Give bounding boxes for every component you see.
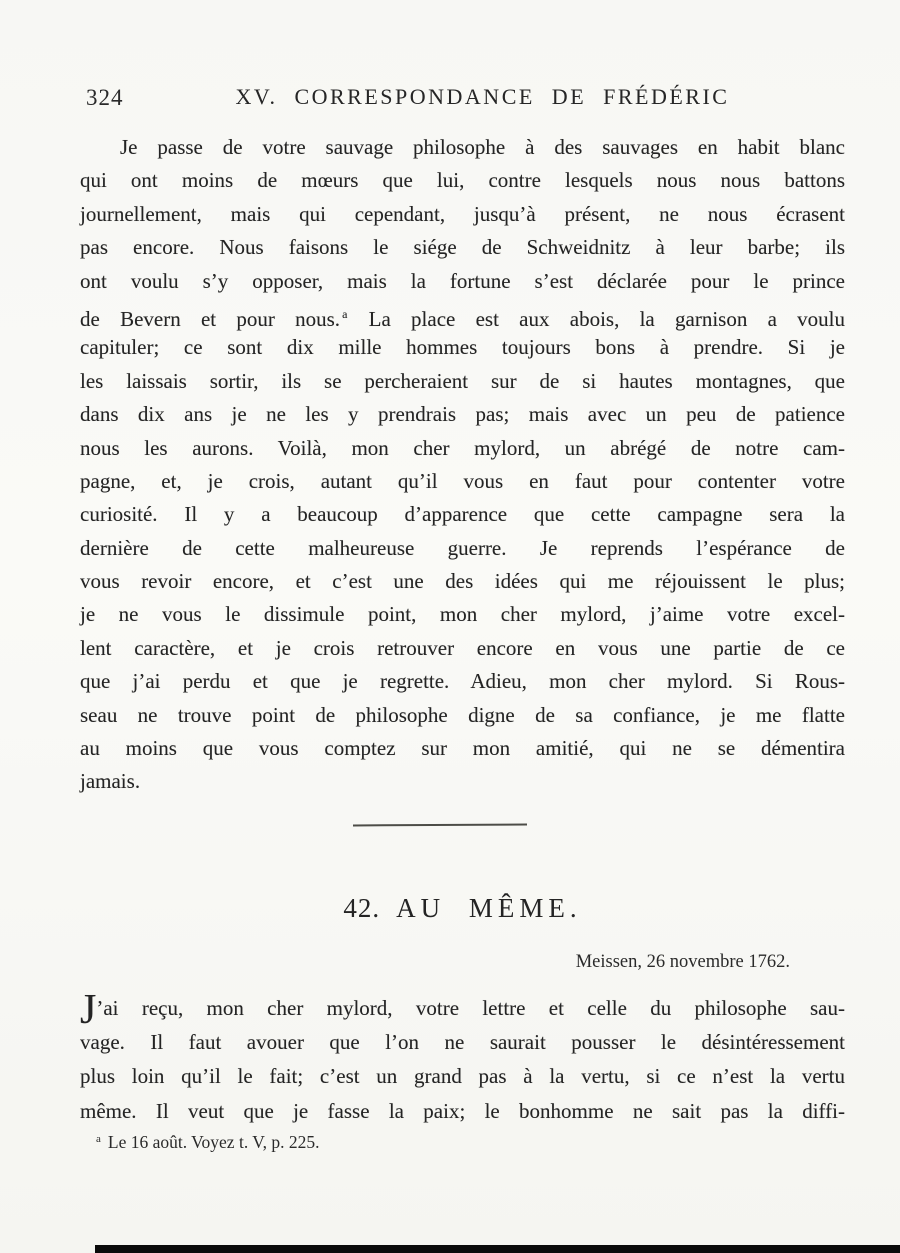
- text-line: seau ne trouve point de philosophe digne de sa confiance, je me flatte: [80, 702, 845, 727]
- drop-cap-initial: J: [80, 987, 97, 1033]
- text-line: lent caractère, et je crois retrouver encore en vous une partie de ce: [80, 635, 845, 660]
- text-line: nous les aurons. Voilà, mon cher mylord, un abrégé de notre cam-: [80, 435, 845, 460]
- letter-number: 42.: [343, 893, 381, 923]
- text-line: de Bevern et pour nous. $^a$ La place est aux abois, la garnison a voulu: [80, 306, 845, 331]
- section-divider-rule: [353, 824, 527, 827]
- text-line: pas encore. Nous faisons le siége de Schweidnitz à leur barbe; ils: [80, 235, 845, 260]
- text-line: vous revoir encore, et c’est une des idées qui me réjouissent le plus;: [80, 569, 845, 594]
- text-line: je ne vous le dissimule point, mon cher mylord, j’aime votre excel-: [80, 602, 845, 627]
- footnote-text: Le 16 août. Voyez t. V, p. 225.: [107, 1132, 320, 1152]
- text-line: au moins que vous comptez sur mon amitié, qui ne se démentira: [80, 736, 845, 761]
- text-line: jamais.: [80, 769, 141, 794]
- text-line: vage. Il faut avouer que l’on ne saurait pousser le désintéressement: [80, 1030, 845, 1055]
- running-header-title: XV. CORRESPONDANCE DE FRÉDÉRIC: [235, 84, 730, 109]
- letter-42-heading: [80, 893, 845, 924]
- letter-41-body: [80, 131, 845, 799]
- scan-edge-artifact: [95, 1245, 900, 1253]
- dateline: Meissen, 26 novembre 1762.: [575, 952, 790, 972]
- text-line: qui ont moins de mœurs que lui, contre lesquels nous nous battons: [80, 168, 845, 193]
- footnote-marker: a: [96, 1133, 101, 1145]
- text-line: Je passe de votre sauvage philosophe à des sauvages en habit blanc: [120, 135, 845, 159]
- text-line: journellement, mais qui cependant, jusqu’à présent, ne nous écrasent: [80, 201, 845, 226]
- text-line: pagne, et, je crois, autant qu’il vous en faut pour contenter votre: [80, 468, 845, 493]
- text-line: même. Il veut que je fasse la paix; le bonhomme ne sait pas la diffi-: [80, 1098, 845, 1123]
- footnote-reference-marker: a: [342, 306, 348, 321]
- text-line: curiosité. Il y a beaucoup d’apparence que cette campagne sera la: [80, 502, 845, 527]
- text-line: capituler; ce sont dix mille hommes toujours bons à prendre. Si je: [80, 335, 845, 360]
- running-head: [80, 84, 845, 114]
- footnote: [96, 1132, 320, 1153]
- text-line: J’ai reçu, mon cher mylord, votre lettre et celle du philosophe sau-: [80, 987, 845, 1033]
- text-line: ont voulu s’y opposer, mais la fortune s’est déclarée pour le prince: [80, 268, 845, 293]
- text-line: les laissais sortir, ils se percheraient sur de si hautes montagnes, que: [80, 368, 845, 393]
- text-line: plus loin qu’il le fait; c’est un grand pas à la vertu, si ce n’est la vertu: [80, 1064, 845, 1089]
- text-line: dans dix ans je ne les y prendrais pas; mais avec un peu de patience: [80, 402, 845, 427]
- letter-title: AU MÊME.: [396, 893, 582, 923]
- letter-42-body: [80, 987, 845, 1128]
- page-number: 324: [86, 85, 124, 110]
- text-line: que j’ai perdu et que je regrette. Adieu, mon cher mylord. Si Rous-: [80, 669, 845, 694]
- text-line: dernière de cette malheureuse guerre. Je reprends l’espérance de: [80, 535, 845, 560]
